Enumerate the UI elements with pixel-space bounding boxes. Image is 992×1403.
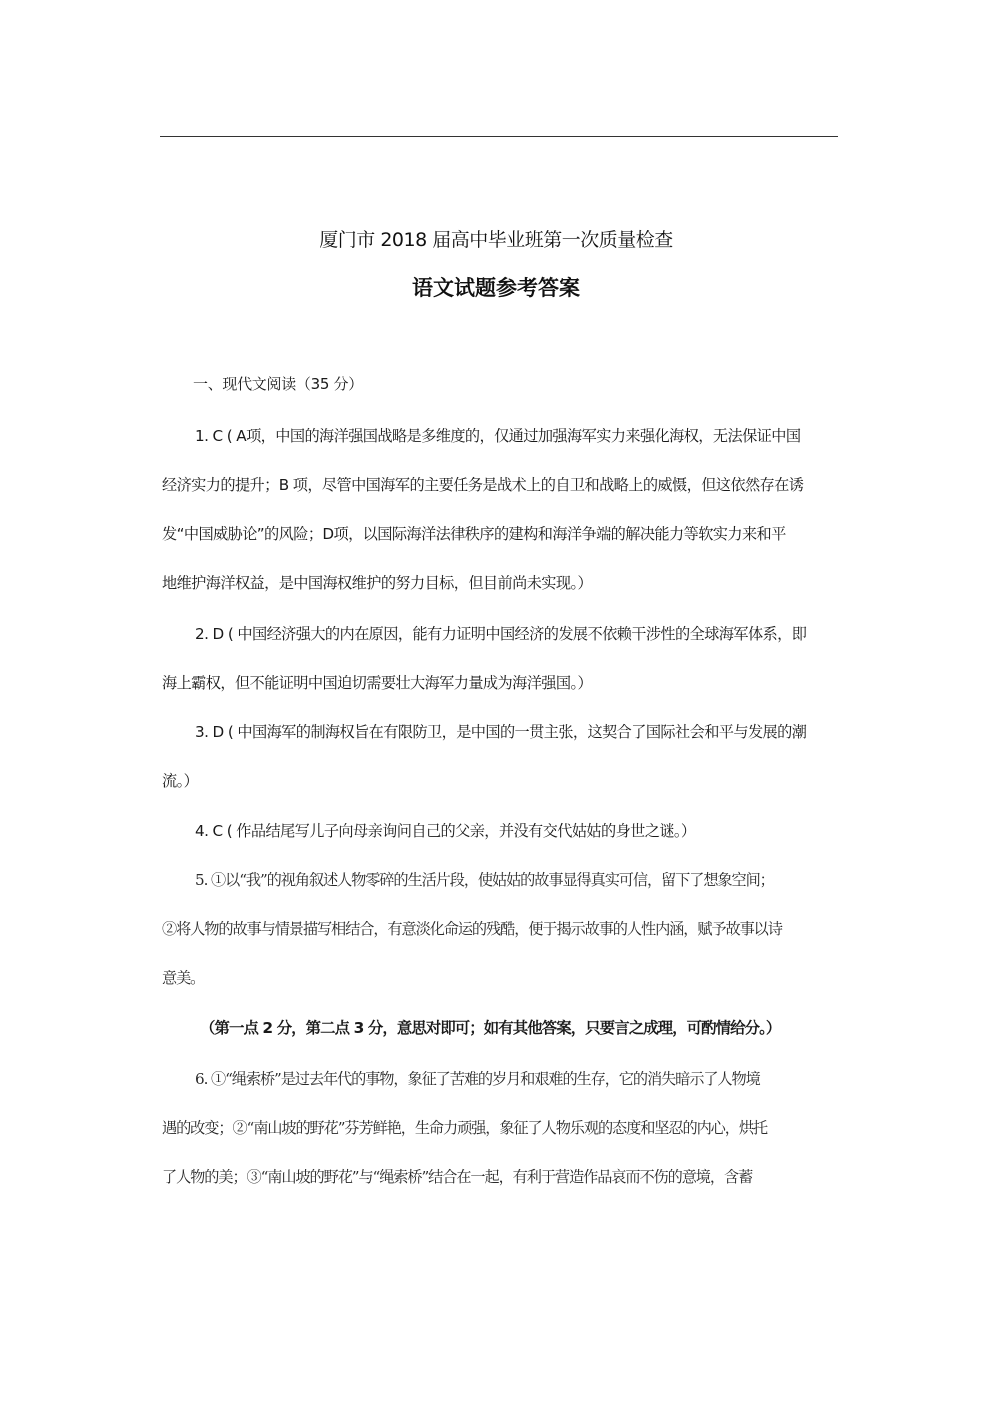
answer-1-line-4: 地维护海洋权益，是中国海权维护的努力目标，但目前尚未实现。） [162, 574, 593, 592]
answer-5-line-2: ②将人物的故事与情景描写相结合，有意淡化命运的残酷，便于揭示故事的人性内涵，赋予故事以诗 [162, 920, 782, 938]
answer-1-line-1: 1. C ( A项，中国的海洋强国战略是多维度的，仅通过加强海军实力来强化海权，无法保证中国 [195, 427, 801, 445]
answer-1-line-2: 经济实力的提升；B 项，尽管中国海军的主要任务是战术上的自卫和战略上的威慑，但这依然存在诱 [162, 476, 804, 494]
answer-4-line-1: 4. C ( 作品结尾写儿子向母亲询问自己的父亲，并没有交代姑姑的身世之谜。） [195, 822, 696, 840]
answer-3-line-2: 流。） [162, 772, 199, 790]
answer-2-line-1: 2. D ( 中国经济强大的内在原因，能有力证明中国经济的发展不依赖干涉性的全球海军体系，即 [195, 625, 807, 643]
answer-6-line-1: 6. ①“绳索桥”是过去年代的事物，象征了苦难的岁月和艰难的生存，它的消失暗示了人物境 [195, 1070, 760, 1088]
document-subtitle: 语文试题参考答案 [412, 275, 580, 300]
answer-5-line-3: 意美。 [162, 969, 205, 987]
answer-1-line-3: 发“中国威胁论”的风险；D项，以国际海洋法律秩序的建构和海洋争端的解决能力等软实力来和平 [162, 525, 786, 543]
answer-6-line-3: 了人物的美；③“南山坡的野花”与“绳索桥”结合在一起，有利于营造作品哀而不伤的意境，含蓄 [162, 1168, 753, 1186]
answer-6-line-2: 遇的改变；②“南山坡的野花”芬芳鲜艳，生命力顽强，象征了人物乐观的态度和坚忍的内心，烘托 [162, 1119, 768, 1137]
answer-5-line-1: 5. ①以“我”的视角叙述人物零碎的生活片段，使姑姑的故事显得真实可信，留下了想象空间； [195, 871, 774, 889]
section-heading: 一、现代文阅读（35 分） [193, 375, 363, 393]
document-title: 厦门市 2018 届高中毕业班第一次质量检查 [319, 229, 673, 251]
answer-3-line-1: 3. D ( 中国海军的制海权旨在有限防卫，是中国的一贯主张，这契合了国际社会和平与发展的潮 [195, 723, 807, 741]
answer-2-line-2: 海上霸权，但不能证明中国迫切需要壮大海军力量成为海洋强国。） [162, 674, 593, 692]
scoring-note: （第一点 2 分，第二点 3 分，意思对即可；如有其他答案，只要言之成理，可酌情给分。） [200, 1019, 781, 1037]
header-rule [160, 136, 838, 137]
